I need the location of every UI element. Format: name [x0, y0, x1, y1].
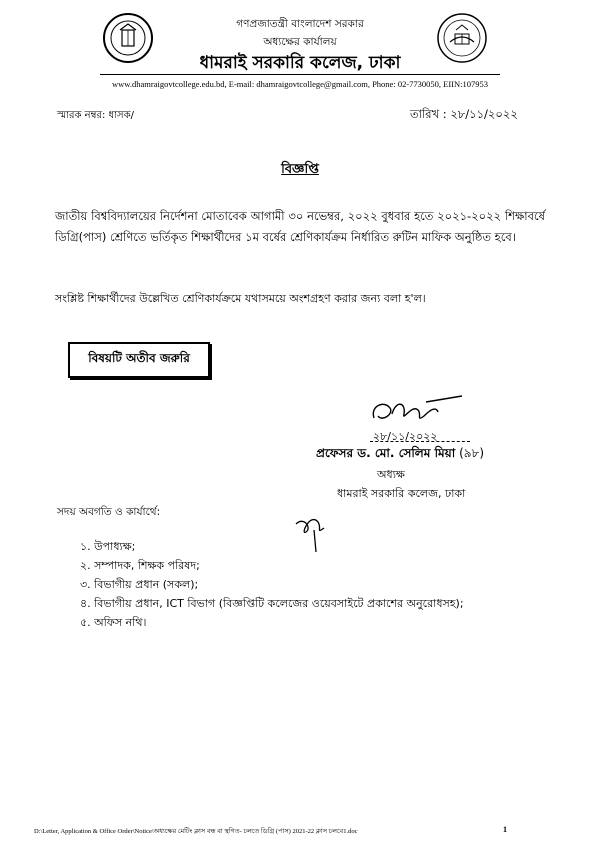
list-item: ৫. অফিস নথি।: [80, 616, 147, 629]
distribution-list: [80, 537, 464, 632]
signatory-name-block: [316, 445, 484, 465]
distribution-intro: সদয় অবগতি ও কার্যার্থে:: [57, 506, 161, 518]
contact-line: www.dhamraigovtcollege.edu.bd, E-mail: dhamraigovtcollege@gmail.com, Phone: 02-7730050, EIIN:107953: [112, 79, 488, 89]
signatory-code: (৯৮): [459, 446, 484, 460]
signatory-designation: অধ্যক্ষ: [377, 468, 405, 481]
page-number: 1: [503, 825, 507, 834]
list-item: ৩. বিভাগীয় প্রধান (সকল);: [80, 578, 199, 591]
notice-paragraph-2: সংশ্লিষ্ট শিক্ষার্থীদের উল্লেখিত শ্রেণিকার্যক্রমে যথাসময়ে অংশগ্রহণ করার জন্য বলা হ'ল।: [55, 292, 426, 305]
list-item: ৪. বিভাগীয় প্রধান, ICT বিভাগ (বিজ্ঞপ্তিটি কলেজের ওয়েবসাইটে প্রকাশের অনুরোধসহ);: [80, 597, 464, 610]
notice-paragraph-1: জাতীয় বিশ্ববিদ্যালয়ের নির্দেশনা মোতাবেক আগামী ৩০ নভেম্বর, ২০২২ বুধবার হতে ২০২১-২০২২ শিক্ষাবর্ষে ডিগ্রি(পাস) শ্রেণিতে ভর্তিকৃত শিক্ষার্থীদের ১ম বর্ষের শ্রেণিকার্যক্রম নির্ধারিত রুটিন মাফিক অনুষ্ঠিত হবে।: [55, 209, 545, 244]
office-title: অধ্যক্ষের কার্যালয়: [263, 36, 337, 48]
signature-date: ২৮/১১/২০২২: [373, 430, 438, 443]
signatory-institution: ধামরাই সরকারি কলেজ, ঢাকা: [337, 487, 466, 500]
urgent-notice-text: বিষয়টি অতীব জরুরি: [88, 351, 190, 365]
notice-heading: বিজ্ঞপ্তি: [281, 162, 319, 177]
list-item: ১. উপাধ্যক্ষ;: [80, 540, 136, 553]
college-name: ধামরাই সরকারি কলেজ, ঢাকা: [199, 53, 401, 73]
urgent-notice-box: [68, 342, 210, 378]
signatory-name: প্রফেসর ড. মো. সেলিম মিয়া: [316, 446, 456, 460]
footer-file-path: D:\Letter, Application & Office Order\Notice\অধ্যক্ষের মেটিং ক্লাস বন্ধ বা স্থগিত- চলতে ডিগ্রি (পাস) 2021-22 ক্লাস চলবে1.doc: [34, 828, 358, 835]
memo-date: তারিখ : ২৮/১১/২০২২: [410, 107, 518, 121]
government-title: গণপ্রজাতন্ত্রী বাংলাদেশ সরকার: [236, 18, 364, 30]
signature-line: [370, 441, 470, 442]
memo-reference: স্মারক নম্বর: ধাসক/: [57, 110, 135, 121]
list-item: ২. সম্পাদক, শিক্ষক পরিষদ;: [80, 559, 200, 572]
header-divider: [100, 74, 500, 75]
